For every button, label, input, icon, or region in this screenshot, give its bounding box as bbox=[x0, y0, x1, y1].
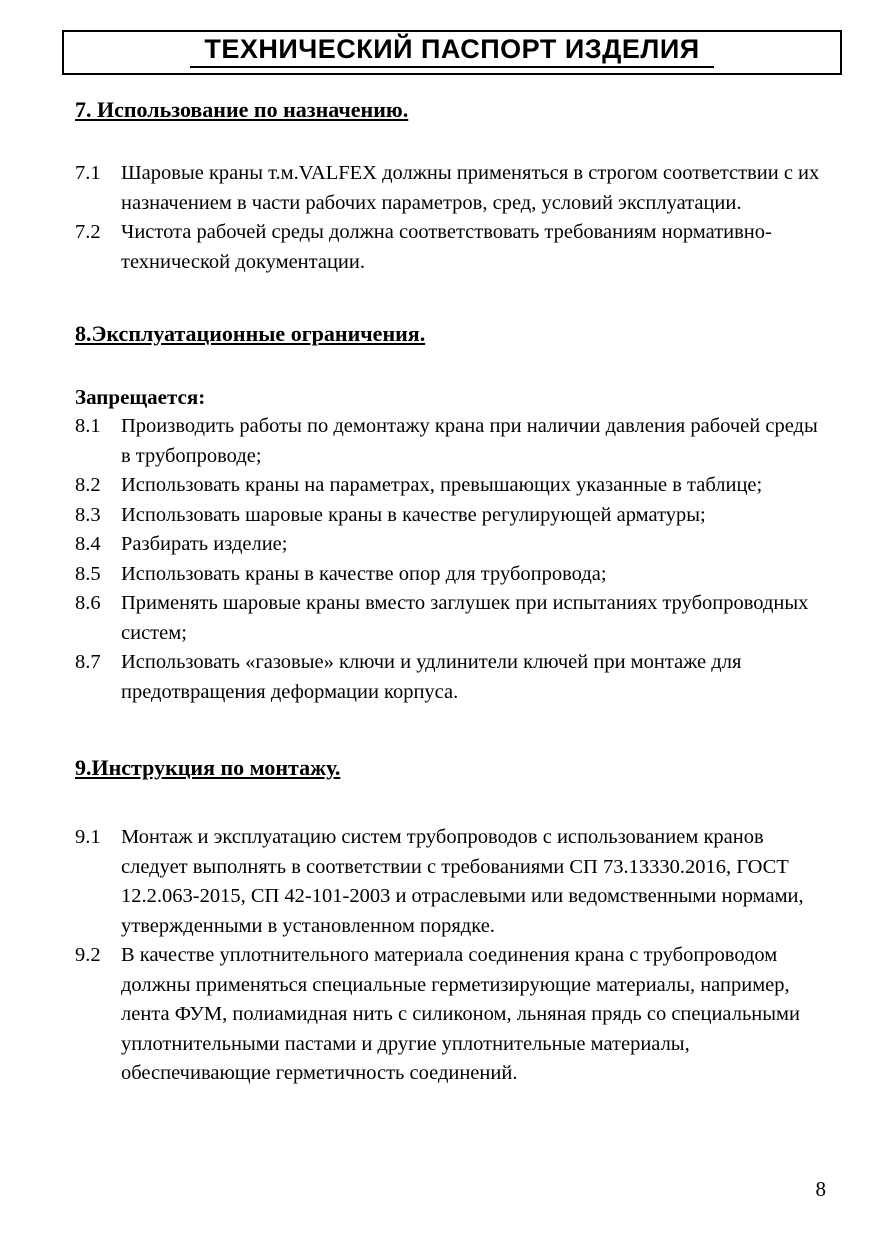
section-usage bbox=[75, 97, 830, 277]
document-content bbox=[0, 97, 874, 1089]
section-8-items bbox=[75, 412, 830, 707]
item-text: Использовать краны в качестве опор для трубопровода; bbox=[121, 562, 607, 585]
item-number: 8.1 bbox=[75, 415, 101, 438]
list-item bbox=[75, 501, 830, 531]
item-text: Производить работы по демонтажу крана при наличии давления рабочей среды в трубопроводе; bbox=[121, 415, 818, 467]
section-9-title: 9.Инструкция по монтажу. bbox=[75, 755, 341, 781]
item-number: 8.7 bbox=[75, 651, 101, 674]
section-7-items bbox=[75, 159, 830, 277]
list-item bbox=[75, 560, 830, 590]
list-item bbox=[75, 412, 830, 471]
item-number: 7.1 bbox=[75, 162, 101, 184]
list-item bbox=[75, 589, 830, 648]
list-item bbox=[75, 530, 830, 560]
item-number: 8.5 bbox=[75, 562, 101, 585]
list-item bbox=[75, 218, 830, 277]
item-text: Использовать краны на параметрах, превышающих указанные в таблице; bbox=[121, 474, 763, 497]
item-number: 8.6 bbox=[75, 592, 101, 615]
item-text: Использовать «газовые» ключи и удлинители ключей при монтаже для предотвращения деформации корпуса. bbox=[121, 651, 742, 703]
item-number: 8.3 bbox=[75, 503, 101, 526]
item-text: Шаровые краны т.м.VALFEX должны применяться в строгом соответствии с их назначением в части рабочих параметров, сред, условий эксплуатации. bbox=[121, 162, 820, 214]
item-number: 9.1 bbox=[75, 826, 101, 849]
item-number: 8.2 bbox=[75, 474, 101, 497]
section-9-items bbox=[75, 823, 830, 1089]
list-item bbox=[75, 648, 830, 707]
list-item bbox=[75, 823, 830, 941]
item-number: 8.4 bbox=[75, 533, 101, 556]
item-text: Монтаж и эксплуатацию систем трубопроводов с использованием кранов следует выполнять в соответствии с требованиями СП 73.13330.2016, ГОСТ 12.2.063-2015, СП 42-101-2003 и отраслевыми или ведомственными нормами, утвержденными в установленном порядке. bbox=[121, 826, 804, 937]
list-item bbox=[75, 159, 830, 218]
section-installation bbox=[75, 755, 830, 1089]
item-text: Чистота рабочей среды должна соответствовать требованиям нормативно-технической документации. bbox=[121, 221, 772, 273]
page-number: 8 bbox=[815, 1177, 826, 1201]
item-text: Применять шаровые краны вместо заглушек при испытаниях трубопроводных систем; bbox=[121, 592, 809, 644]
section-8-subheading: Запрещается: bbox=[75, 385, 206, 410]
item-text: Разбирать изделие; bbox=[121, 533, 288, 556]
item-number: 7.2 bbox=[75, 221, 101, 244]
item-text: В качестве уплотнительного материала соединения крана с трубопроводом должны применяться специальные герметизирующие материалы, например, лента ФУМ, полиамидная нить с силиконом, льняная прядь со специальными уплотнительными пастами и другие уплотнительные материалы, обеспечивающие герметичность соединений. bbox=[121, 944, 800, 1085]
section-8-title: 8.Эксплуатационные ограничения. bbox=[75, 321, 426, 347]
document-header-box bbox=[62, 30, 842, 75]
item-number: 9.2 bbox=[75, 944, 101, 967]
item-text: Использовать шаровые краны в качестве регулирующей арматуры; bbox=[121, 503, 706, 526]
list-item bbox=[75, 471, 830, 501]
document-title: ТЕХНИЧЕСКИЙ ПАСПОРТ ИЗДЕЛИЯ bbox=[190, 34, 713, 68]
list-item bbox=[75, 941, 830, 1089]
section-restrictions bbox=[75, 321, 830, 707]
section-7-title: 7. Использование по назначению. bbox=[75, 97, 409, 122]
